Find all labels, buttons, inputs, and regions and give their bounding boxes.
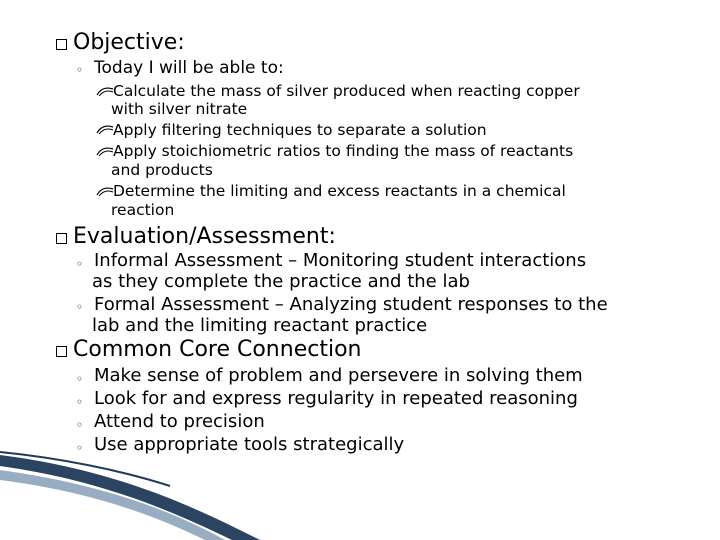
objective-item-line: reaction: [111, 201, 175, 219]
common-core-heading: Common Core Connection: [73, 337, 362, 362]
objective-intro: Today I will be able to:: [94, 58, 284, 78]
common-core-item-text: Make sense of problem and persevere in solving them: [94, 365, 583, 386]
objective-item-line: Calculate the mass of silver produced when reacting copper: [113, 82, 580, 100]
ring-bullet-icon: ◦: [76, 372, 84, 386]
evaluation-item-line: Informal Assessment – Monitoring student interactions: [94, 250, 587, 271]
ring-bullet-icon: ◦: [76, 63, 84, 77]
checkbox-objective: [56, 39, 67, 50]
objective-heading: Objective:: [73, 30, 185, 55]
ring-bullet-icon: ◦: [76, 441, 84, 455]
swirl-bullet-icon: [96, 124, 114, 136]
swirl-bullet-icon: [96, 146, 114, 158]
swirl-bullet-icon: [96, 186, 114, 198]
checkbox-evaluation: [56, 233, 67, 244]
ring-bullet-icon: ◦: [76, 300, 84, 314]
ring-bullet-icon: ◦: [76, 257, 84, 271]
common-core-item-text: Look for and express regularity in repeated reasoning: [94, 388, 578, 409]
objective-item-line: Apply stoichiometric ratios to finding the mass of reactants: [113, 142, 574, 160]
evaluation-heading: Evaluation/Assessment:: [73, 224, 336, 249]
evaluation-item-line: lab and the limiting reactant practice: [92, 315, 428, 336]
evaluation-item-line: Formal Assessment – Analyzing student responses to the: [94, 294, 608, 315]
evaluation-item-line: as they complete the practice and the lab: [92, 271, 470, 292]
ring-bullet-icon: ◦: [76, 395, 84, 409]
checkbox-common-core: [56, 346, 67, 357]
objective-item-line: with silver nitrate: [111, 100, 248, 118]
ring-bullet-icon: ◦: [76, 418, 84, 432]
common-core-item-text: Use appropriate tools strategically: [94, 434, 405, 455]
swirl-bullet-icon: [96, 86, 114, 98]
objective-item-line: Determine the limiting and excess reactants in a chemical: [113, 182, 566, 200]
common-core-item-text: Attend to precision: [94, 411, 265, 432]
objective-item-line: Apply filtering techniques to separate a solution: [113, 121, 487, 139]
objective-item-line: and products: [111, 161, 213, 179]
